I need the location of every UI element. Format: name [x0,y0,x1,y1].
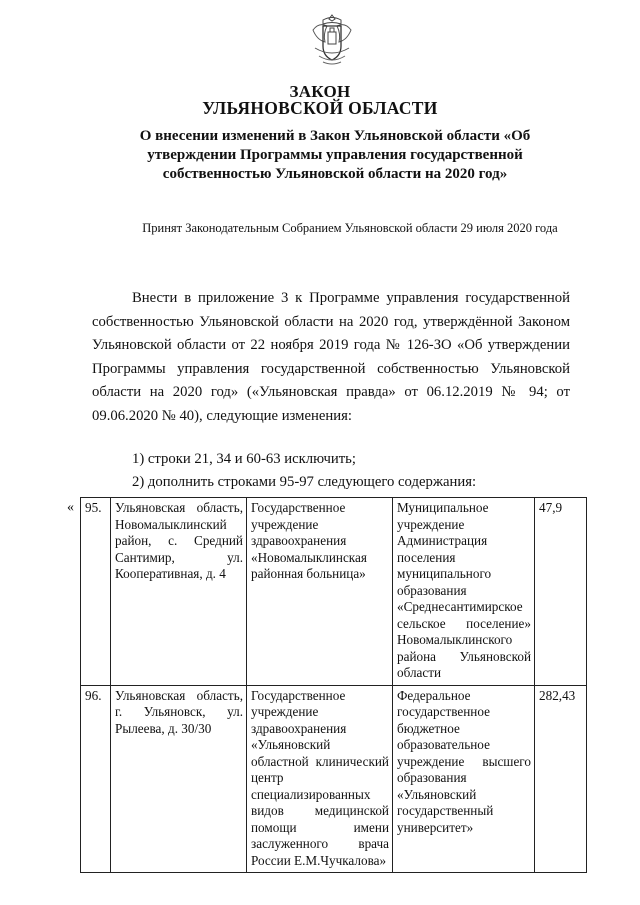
coat-of-arms-icon [309,12,355,68]
law-title: ЗАКОН [289,82,351,101]
row-institution: Государственное учреждение здравоохранения «Ульяновский областной клинический центр специализированных видов медицинской помощи имени заслуженного врача России Е.М.Чучкалова» [247,685,393,873]
row-address: Ульяновская область, Новомалыклинский район, с. Средний Сантимир, ул. Кооперативная, д. 4 [111,498,247,686]
row-value: 47,9 [535,498,587,686]
row-value: 282,43 [535,685,587,873]
row-owner: Федеральное государственное бюджетное образовательное учреждение высшего образования «Ульяновский государственный университет» [393,685,535,873]
row-institution: Государственное учреждение здравоохранения «Новомалыклинская районная больница» [247,498,393,686]
adoption-note: Принят Законодательным Собранием Ульяновской области 29 июля 2020 года [142,221,558,235]
amendment-item-2: 2) дополнить строками 95-97 следующего содержания: [132,474,477,490]
amendment-item-1: 1) строки 21, 34 и 60-63 исключить; [132,451,356,467]
law-region-title: УЛЬЯНОВСКОЙ ОБЛАСТИ [202,98,438,118]
law-subtitle: О внесении изменений в Закон Ульяновской области «Об утверждении Программы управления государственной собственностью Ульяновской области на 2020 год» [139,128,531,182]
open-quote: « [67,500,74,515]
table-row [81,498,587,686]
property-table [80,497,587,873]
row-number: 95. [81,498,111,686]
row-address: Ульяновская область, г. Ульяновск, ул. Рылеева, д. 30/30 [111,685,247,873]
table-row [81,685,587,873]
row-owner: Муниципальное учреждение Администрация поселения муниципального образования «Среднесантимирское сельское поселение» Новомалыклинского района Ульяновской области [393,498,535,686]
main-paragraph: Внести в приложение 3 к Программе управления государственной собственностью Ульяновской области на 2020 год, утверждённой Законом Ульяновской области от 22 ноября 2019 года № 126-ЗО «Об утверждении Программы управления государственной собственностью Ульяновской области на 2020 год» («Ульяновская правда» от 06.12.2019 № 94; от 09.06.2020 № 40), следующие изменения: [92,290,570,424]
row-number: 96. [81,685,111,873]
